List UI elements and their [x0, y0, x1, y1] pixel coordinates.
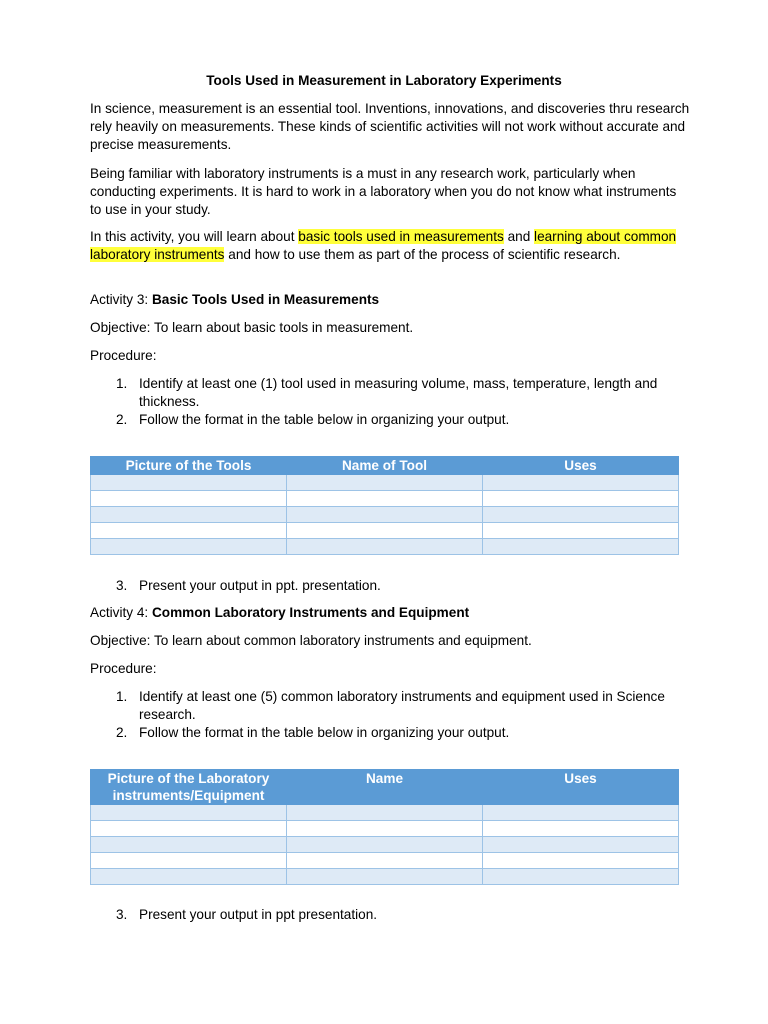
- table-cell[interactable]: [483, 869, 679, 885]
- table-cell[interactable]: [483, 837, 679, 853]
- activity-4-procedure-label: Procedure:: [90, 661, 157, 676]
- intro-paragraph-1: In science, measurement is an essential tool. Inventions, innovations, and discoveries thru research rely heavily on measurements. These kinds of scientific activities will not work without accurate and precise measurements.: [90, 101, 690, 152]
- intro-paragraph-3: [90, 228, 690, 264]
- activity-label: Activity 4:: [90, 605, 152, 620]
- table-cell[interactable]: [287, 539, 483, 555]
- step-text: Present your output in ppt. presentation.: [139, 578, 381, 593]
- activity-4-steps: [90, 688, 690, 742]
- table-header-row: [91, 457, 679, 475]
- list-number: 3.: [116, 578, 128, 593]
- activity-3-table: [90, 456, 679, 555]
- table-row: [91, 523, 679, 539]
- table-row: [91, 837, 679, 853]
- list-number: 1.: [116, 689, 128, 704]
- activity-label: Activity 3:: [90, 292, 152, 307]
- step-text: Follow the format in the table below in organizing your output.: [139, 725, 510, 740]
- list-number: 3.: [116, 907, 128, 922]
- table-row: [91, 869, 679, 885]
- table-cell[interactable]: [91, 523, 287, 539]
- highlight-lab-instruments: learning about common laboratory instruments: [90, 229, 677, 262]
- table-cell[interactable]: [483, 523, 679, 539]
- table-cell[interactable]: [483, 491, 679, 507]
- document-title: Tools Used in Measurement in Laboratory Experiments: [206, 73, 562, 88]
- table-header-cell: Picture of the Laboratory instruments/Equipment: [91, 770, 287, 805]
- list-item: [90, 375, 690, 411]
- table-cell[interactable]: [287, 821, 483, 837]
- activity-4-heading: [90, 604, 690, 622]
- table-row: [91, 805, 679, 821]
- table-cell[interactable]: [483, 805, 679, 821]
- table-row: [91, 491, 679, 507]
- table-cell[interactable]: [91, 475, 287, 491]
- table-cell[interactable]: [483, 475, 679, 491]
- table-row: [91, 507, 679, 523]
- activity-4-step-3: [90, 906, 690, 924]
- table-header-cell: Name of Tool: [287, 457, 483, 475]
- activity-name: Basic Tools Used in Measurements: [151, 292, 380, 307]
- highlight-basic-tools: basic tools used in measurements: [298, 229, 504, 244]
- step-text: Identify at least one (1) tool used in measuring volume, mass, temperature, length and thickness.: [139, 376, 658, 409]
- table-header-cell: Uses: [483, 457, 679, 475]
- activity-3-procedure-label: Procedure:: [90, 348, 157, 363]
- table-cell[interactable]: [91, 539, 287, 555]
- table-header-cell: Picture of the Tools: [91, 457, 287, 475]
- table-cell[interactable]: [483, 853, 679, 869]
- activity-name: Common Laboratory Instruments and Equipment: [151, 605, 470, 620]
- table-header-cell: Name: [287, 770, 483, 805]
- table-row: [91, 821, 679, 837]
- list-item: [90, 577, 690, 595]
- list-number: 2.: [116, 725, 128, 740]
- table-cell[interactable]: [91, 869, 287, 885]
- table-cell[interactable]: [91, 491, 287, 507]
- table-cell[interactable]: [91, 821, 287, 837]
- list-item: [90, 688, 690, 724]
- table-row: [91, 539, 679, 555]
- list-number: 1.: [116, 376, 128, 391]
- activity-3-heading: [90, 291, 690, 309]
- table-cell[interactable]: [91, 837, 287, 853]
- activity-3-step-3: [90, 577, 690, 595]
- table-cell[interactable]: [287, 805, 483, 821]
- table-cell[interactable]: [287, 523, 483, 539]
- activity-3-objective: Objective: To learn about basic tools in measurement.: [90, 320, 414, 335]
- table-header-cell: Uses: [483, 770, 679, 805]
- table-header-row: [91, 770, 679, 805]
- activity-4-table: [90, 769, 679, 885]
- step-text: Identify at least one (5) common laboratory instruments and equipment used in Science research.: [139, 689, 665, 722]
- intro-paragraph-2: Being familiar with laboratory instruments is a must in any research work, particularly when conducting experiments. It is hard to work in a laboratory when you do not know what instruments to use in your study.: [90, 166, 677, 217]
- table-cell[interactable]: [91, 853, 287, 869]
- intro-text: and how to use them as part of the process of scientific research.: [224, 247, 621, 262]
- table-cell[interactable]: [287, 507, 483, 523]
- table-cell[interactable]: [91, 507, 287, 523]
- table-row: [91, 853, 679, 869]
- table-cell[interactable]: [287, 475, 483, 491]
- table-cell[interactable]: [483, 821, 679, 837]
- table-cell[interactable]: [483, 539, 679, 555]
- table-cell[interactable]: [287, 491, 483, 507]
- list-item: [90, 411, 690, 429]
- table-cell[interactable]: [483, 507, 679, 523]
- intro-text: and: [503, 229, 535, 244]
- activity-4-objective: Objective: To learn about common laboratory instruments and equipment.: [90, 633, 532, 648]
- list-item: [90, 906, 690, 924]
- list-item: [90, 724, 690, 742]
- intro-text: In this activity, you will learn about: [90, 229, 299, 244]
- activity-3-steps: [90, 375, 690, 429]
- table-cell[interactable]: [287, 837, 483, 853]
- table-row: [91, 475, 679, 491]
- step-text: Follow the format in the table below in organizing your output.: [139, 412, 510, 427]
- table-cell[interactable]: [287, 869, 483, 885]
- list-number: 2.: [116, 412, 128, 427]
- step-text: Present your output in ppt presentation.: [139, 907, 378, 922]
- table-cell[interactable]: [91, 805, 287, 821]
- table-cell[interactable]: [287, 853, 483, 869]
